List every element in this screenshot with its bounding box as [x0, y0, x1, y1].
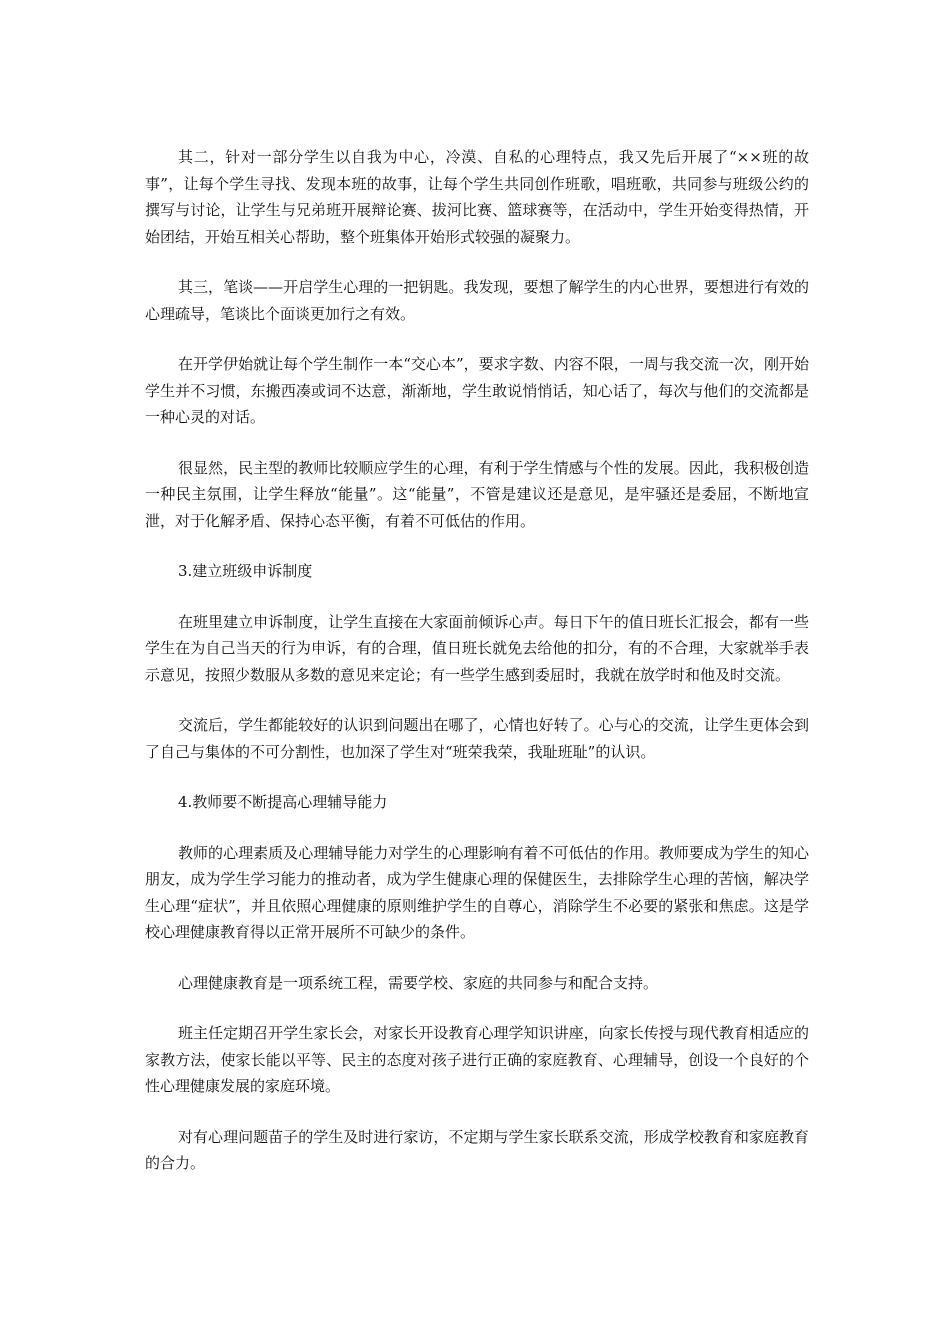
paragraph-democratic-teacher: 很显然，民主型的教师比较顺应学生的心理，有利于学生情感与个性的发展。因此，我积极创造一种民主氛围，让学生释放“能量”。这“能量”，不管是建议还是意见，是牢骚还是委屈，不断地宣泄，对于化解矛盾、保持心态平衡，有着不可低估的作用。 — [145, 458, 809, 530]
document-page — [145, 144, 809, 1201]
paragraph-teacher-quality: 教师的心理素质及心理辅导能力对学生的心理影响有着不可低估的作用。教师要成为学生的知心朋友，成为学生学习能力的推动者，成为学生健康心理的保健医生，去排除学生心理的苦恼，解决学生心理“症状”，并且依照心理健康的原则维护学生的自尊心，消除学生不必要的紧张和焦虑。这是学校心理健康教育得以正常开展所不可缺少的条件。 — [145, 843, 809, 941]
paragraph-after-exchange: 交流后，学生都能较好的认识到问题出在哪了，心情也好转了。心与心的交流，让学生更体会到了自己与集体的不可分割性，也加深了学生对“班荣我荣，我耻班耻”的认识。 — [145, 716, 809, 761]
section-heading-appeal-system: 3.建立班级申诉制度 — [178, 562, 313, 580]
paragraph-parent-meeting: 班主任定期召开学生家长会，对家长开设教育心理学知识讲座，向家长传授与现代教育相适应的家教方法，使家长能以平等、民主的态度对孩子进行正确的家庭教育、心理辅导，创设一个良好的个性心理健康发展的家庭环境。 — [145, 1024, 809, 1095]
paragraph-home-visit: 对有心理问题苗子的学生及时进行家访，不定期与学生家长联系交流，形成学校教育和家庭教育的合力。 — [145, 1127, 809, 1172]
paragraph-appeal-system: 在班里建立申诉制度，让学生直接在大家面前倾诉心声。每日下午的值日班长汇报会，都有一些学生在为自己当天的行为申诉，有的合理，值日班长就免去给他的扣分，有的不合理，大家就举手表示意见，按照少数服从多数的意见来定论；有一些学生感到委屈时，我就在放学时和他及时交流。 — [145, 612, 809, 684]
paragraph-system-project: 心理健康教育是一项系统工程，需要学校、家庭的共同参与和配合支持。 — [178, 973, 659, 992]
paragraph-heart-notebook: 在开学伊始就让每个学生制作一本“交心本”，要求字数、内容不限，一周与我交流一次，刚开始学生并不习惯，东搬西凑或词不达意，渐渐地，学生敢说悄悄话，知心话了，每次与他们的交流都是一种心灵的对话。 — [145, 355, 809, 426]
paragraph-class-story: 其二，针对一部分学生以自我为中心，冷漠、自私的心理特点，我又先后开展了“××班的故事”，让每个学生寻找、发现本班的故事，让每个学生共同创作班歌，唱班歌，共同参与班级公约的撰写与讨论，让学生与兄弟班开展辩论赛、拔河比赛、篮球赛等，在活动中，学生开始变得热情，开始团结，开始互相关心帮助，整个班集体开始形式较强的凝聚力。 — [145, 148, 809, 246]
section-heading-counseling-ability: 4.教师要不断提高心理辅导能力 — [178, 793, 388, 811]
paragraph-written-talk: 其三，笔谈——开启学生心理的一把钥匙。我发现，要想了解学生的内心世界，要想进行有效的心理疏导，笔谈比个面谈更加行之有效。 — [145, 278, 809, 323]
